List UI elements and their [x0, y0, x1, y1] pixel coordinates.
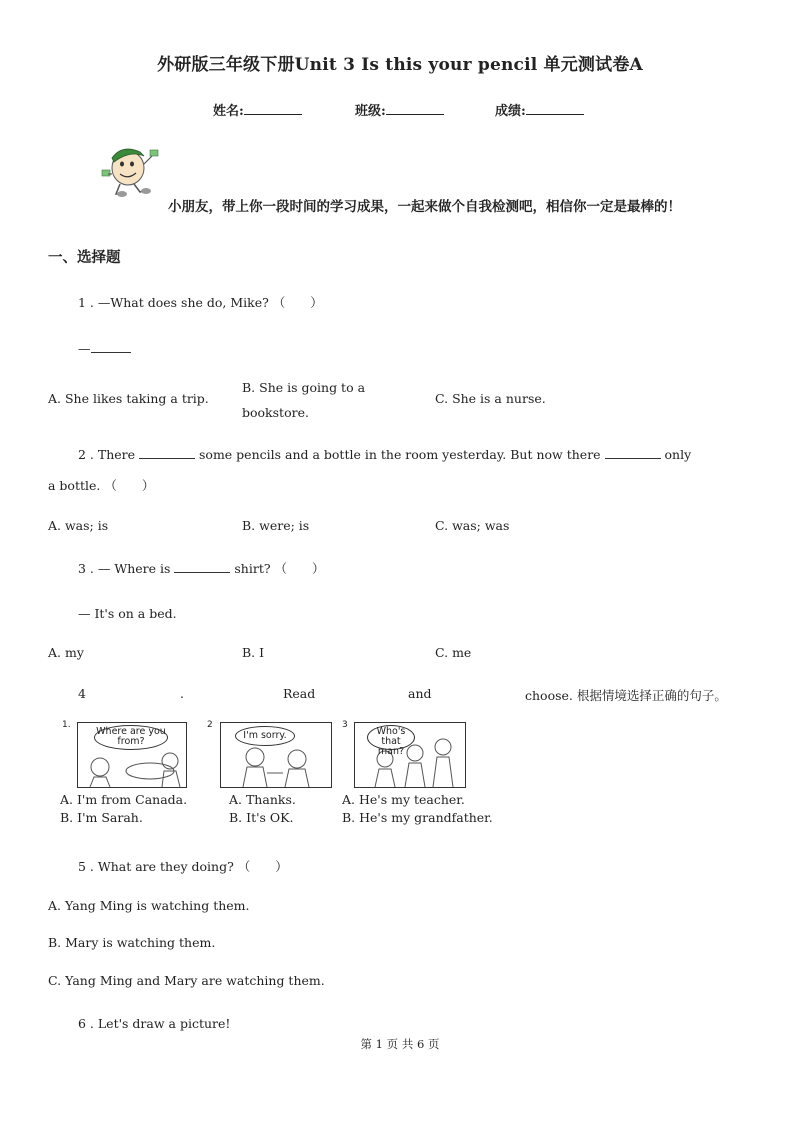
- q2-option-a[interactable]: A. was; is: [48, 518, 109, 533]
- score-field: [495, 100, 584, 119]
- q2-option-c[interactable]: C. was; was: [435, 518, 510, 533]
- q4-panel1-number: 1.: [62, 720, 71, 730]
- q4-panel2-number: 2: [207, 720, 213, 730]
- q5-stem: 5 . What are they doing? （ ）: [78, 859, 288, 874]
- q3-stem-part2: shirt? （ ）: [234, 561, 325, 576]
- q3-stem-part1: 3 . — Where is: [78, 561, 171, 576]
- q4-panel2-option-a[interactable]: A. Thanks.: [229, 792, 296, 807]
- q2-blank-1[interactable]: [139, 447, 195, 459]
- q6-stem: 6 . Let's draw a picture!: [78, 1016, 231, 1031]
- page-footer: 第 1 页 共 6 页: [360, 1037, 440, 1051]
- q4-panel-3: [354, 722, 466, 788]
- q4-panel-1: [77, 722, 187, 788]
- name-blank[interactable]: [244, 102, 302, 115]
- q1-answer-prefix: —: [78, 341, 91, 356]
- score-label: 成绩:: [495, 104, 526, 119]
- q4-word-num: 4: [78, 686, 86, 701]
- q4-word-dot: .: [180, 686, 184, 701]
- q1-option-b-line1[interactable]: B. She is going to a: [242, 380, 366, 395]
- q2-stem-part1: 2 . There: [78, 447, 136, 462]
- class-blank[interactable]: [386, 102, 444, 115]
- q5-option-b[interactable]: B. Mary is watching them.: [48, 935, 216, 950]
- q1-stem: 1 . —What does she do, Mike? （ ）: [78, 295, 323, 310]
- q4-word-and: and: [408, 686, 432, 701]
- q4-panel-2: [220, 722, 332, 788]
- q3-stem: [78, 559, 325, 577]
- q5-option-c[interactable]: C. Yang Ming and Mary are watching them.: [48, 973, 325, 988]
- q4-panel1-bubble: Where are you from?: [94, 725, 168, 750]
- name-label: 姓名:: [213, 104, 244, 119]
- q2-stem-line2: a bottle. （ ）: [48, 478, 155, 493]
- q4-panel3-bubble: Who's that man?: [367, 725, 415, 750]
- section-choice-heading: 一、选择题: [48, 249, 121, 266]
- q2-stem-part3: only: [664, 447, 692, 462]
- cartoon-boy-icon: [100, 140, 164, 198]
- q3-blank[interactable]: [174, 561, 230, 573]
- q1-option-c[interactable]: C. She is a nurse.: [435, 391, 546, 406]
- q4-panel3-option-a[interactable]: A. He's my teacher.: [342, 792, 465, 807]
- q1-option-a[interactable]: A. She likes taking a trip.: [48, 391, 209, 406]
- q4-panel1-option-b[interactable]: B. I'm Sarah.: [60, 810, 143, 825]
- q4-panel3-number: 3: [342, 720, 348, 730]
- q4-panel1-option-a[interactable]: A. I'm from Canada.: [60, 792, 188, 807]
- intro-text: 小朋友，带上你一段时间的学习成果，一起来做个自我检测吧，相信你一定是最棒的！: [168, 199, 681, 215]
- q4-panel2-option-b[interactable]: B. It's OK.: [229, 810, 294, 825]
- q4-panel2-bubble: I'm sorry.: [235, 726, 295, 746]
- score-blank[interactable]: [526, 102, 584, 115]
- q2-option-b[interactable]: B. were; is: [242, 518, 310, 533]
- q2-blank-2[interactable]: [605, 447, 661, 459]
- q4-panel3-option-b[interactable]: B. He's my grandfather.: [342, 810, 493, 825]
- q5-option-a[interactable]: A. Yang Ming is watching them.: [48, 898, 250, 913]
- class-field: [355, 100, 444, 119]
- q3-option-b[interactable]: B. I: [242, 645, 265, 660]
- q1-option-b-line2[interactable]: bookstore.: [242, 405, 309, 420]
- q3-option-c[interactable]: C. me: [435, 645, 472, 660]
- q4-word-read: Read: [283, 686, 316, 701]
- q2-stem-line1: [78, 447, 691, 462]
- page-title: 外研版三年级下册Unit 3 Is this your pencil 单元测试卷A: [157, 55, 643, 75]
- q4-word-choose: choose. 根据情境选择正确的句子。: [525, 688, 727, 703]
- q1-answer-blank[interactable]: [91, 341, 131, 353]
- q2-stem-part2: some pencils and a bottle in the room yesterday. But now there: [199, 447, 601, 462]
- q3-reply: — It's on a bed.: [78, 606, 177, 621]
- class-label: 班级:: [355, 104, 386, 119]
- name-field: [213, 100, 302, 119]
- q3-option-a[interactable]: A. my: [48, 645, 84, 660]
- q1-answer-line: [78, 341, 131, 356]
